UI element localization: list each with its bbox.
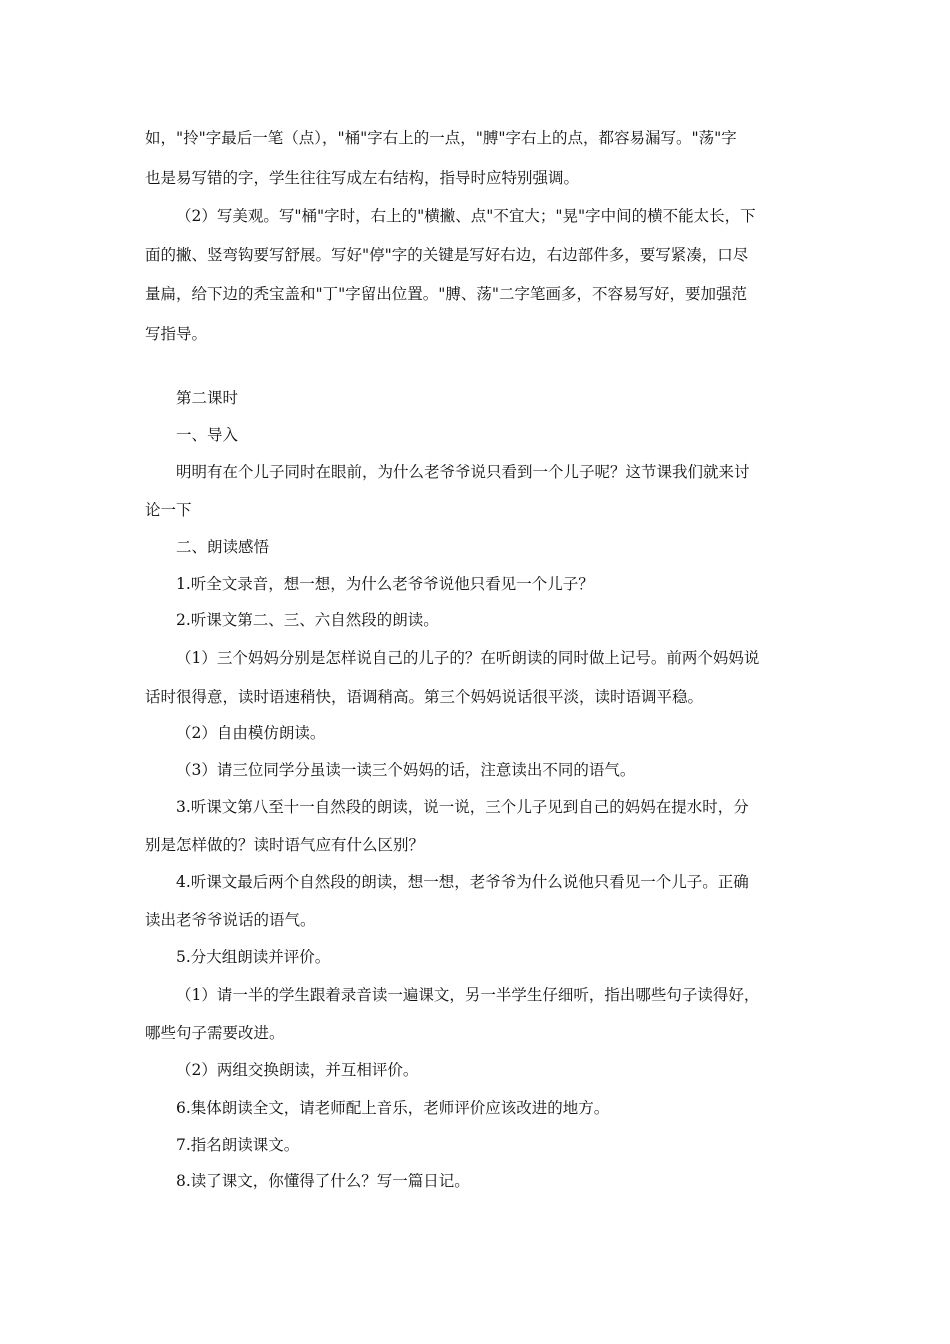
text-line: 2.听课文第二、三、六自然段的朗读。 — [176, 611, 439, 629]
text-line: 话时很得意，读时语速稍快，语调稍高。第三个妈妈说话很平淡，读时语调平稳。 — [145, 688, 704, 706]
text-line: （1）三个妈妈分别是怎样说自己的儿子的？在听朗读的同时做上记号。前两个妈妈说 — [176, 649, 760, 667]
text-line: 别是怎样做的？读时语气应有什么区别？ — [145, 836, 425, 854]
text-line: 7.指名朗读课文。 — [176, 1136, 300, 1154]
text-line: 1.听全文录音，想一想，为什么老爷爷说他只看见一个儿子？ — [176, 575, 594, 593]
text-line: 面的撇、竖弯钩要写舒展。写好"停"字的关键是写好右边，右边部件多，要写紧凑，口尽 — [145, 246, 749, 264]
text-line: 3.听课文第八至十一自然段的朗读，说一说，三个儿子见到自己的妈妈在提水时，分 — [176, 798, 749, 816]
section-heading: 二、朗读感悟 — [176, 538, 270, 556]
text-line: （1）请一半的学生跟着录音读一遍课文，另一半学生仔细听，指出哪些句子读得好， — [176, 986, 760, 1004]
section-heading: 一、导入 — [176, 426, 239, 444]
text-line: （2）写美观。写"桶"字时，右上的"横撇、点"不宜大；"晃"字中间的横不能太长，下 — [176, 207, 756, 225]
text-line: 论一下 — [145, 501, 192, 519]
text-line: （3）请三位同学分虽读一读三个妈妈的话，注意读出不同的语气。 — [176, 761, 636, 779]
text-line: 5.分大组朗读并评价。 — [176, 948, 331, 966]
text-line: 如，"拎"字最后一笔（点），"桶"字右上的一点，"膊"字右上的点，都容易漏写。"荡"字 — [145, 129, 737, 147]
text-line: 读出老爷爷说话的语气。 — [145, 911, 316, 929]
text-line: 写指导。 — [145, 325, 208, 343]
text-line: 4.听课文最后两个自然段的朗读，想一想，老爷爷为什么说他只看见一个儿子。正确 — [176, 873, 749, 891]
text-line: 也是易写错的字，学生往往写成左右结构，指导时应特别强调。 — [145, 169, 580, 187]
text-line: 哪些句子需要改进。 — [145, 1024, 285, 1042]
text-line: 量扁，给下边的秃宝盖和"丁"字留出位置。"膊、荡"二字笔画多，不容易写好，要加强范 — [145, 285, 748, 303]
text-line: 6.集体朗读全文，请老师配上音乐，老师评价应该改进的地方。 — [176, 1099, 610, 1117]
text-line: 8.读了课文，你懂得了什么？写一篇日记。 — [176, 1172, 470, 1190]
text-line: （2）两组交换朗读，并互相评价。 — [176, 1061, 419, 1079]
text-line: 明明有在个儿子同时在眼前，为什么老爷爷说只看到一个儿子呢？这节课我们就来讨 — [176, 463, 750, 481]
text-line: （2）自由模仿朗读。 — [176, 724, 326, 742]
section-heading: 第二课时 — [176, 389, 239, 407]
